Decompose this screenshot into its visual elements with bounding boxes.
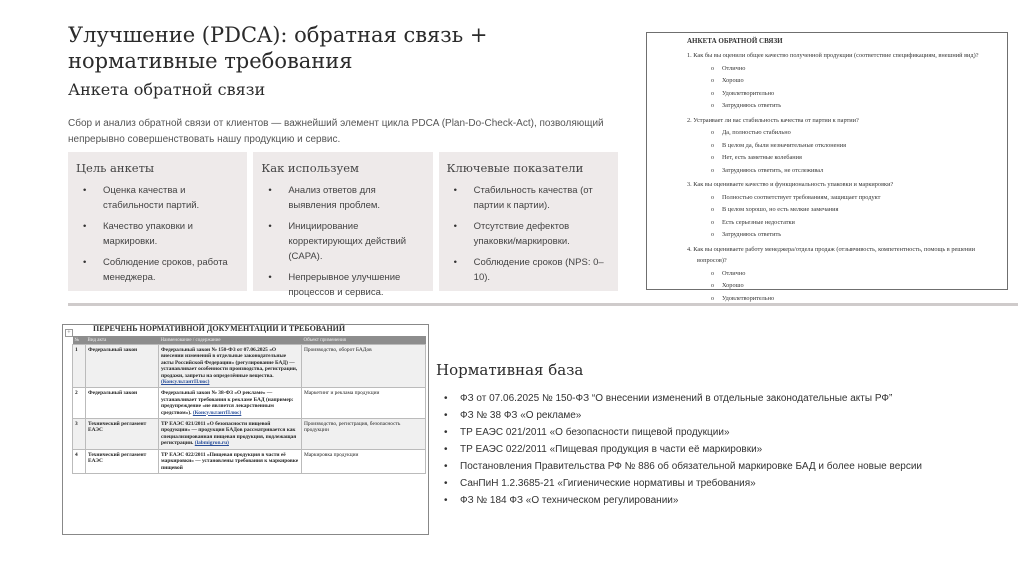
intro-text: Сбор и анализ обратной связи от клиентов — важнейший элемент цикла PDCA (Plan-Do-Check-Act), позволяющий непрерывно совершенствовать нашу продукцию и сервис. [68,118,604,145]
survey-option: o Да, полностью стабильно [722,129,997,138]
survey-option: o Затрудняюсь ответить [722,231,997,240]
card-title: Как используем [261,161,359,175]
survey-option: o Затрудняюсь ответить [722,102,997,111]
regdoc-table [72,336,426,474]
normbase-item: • ТР ЕАЭС 022/2011 «Пищевая продукция в части её маркировки» [436,441,1016,458]
survey-option: o Удовлетворительно [722,90,997,99]
table-cell: Маркировка продукции [302,449,426,473]
table-cell: Производство, регистрация, безопасность продукции [302,419,426,450]
survey-question: 1. Как бы вы оценили общее качество полученной продукции (соответствие спецификациям, внешний вид)? [687,52,979,59]
card-survey-goal [68,152,247,291]
survey-option: o Хорошо [722,282,997,291]
normbase-item: • Постановления Правительства РФ № 886 об обязательной маркировке БАД и более новые версии [436,458,1016,475]
section-divider [68,303,1018,306]
regdoc-title: ПЕРЕЧЕНЬ НОРМАТИВНОЙ ДОКУМЕНТАЦИИ И ТРЕБОВАНИЙ [93,324,346,333]
survey-option: o Отлично [722,270,997,279]
table-header-cell: Вид акта [86,336,159,345]
survey-option: o В целом хорошо, но есть мелкие замечания [722,206,997,215]
card-title: Цель анкеты [76,161,155,175]
survey-option: o Есть серьезные недостатки [722,219,997,228]
act-name: Федеральный закон № 150-ФЗ от 07.06.2025 «О внесении изменений в отдельные законодательные акты Российской Федерации» (регулирование БАД) — устанавливает особенности производства, регистрации, продажи, запреты на определённые вещества. [161,347,298,379]
survey-option: o Хорошо [722,77,997,86]
table-header-cell: № [73,336,86,345]
act-name: ТР ЕАЭС 021/2011 «О безопасности пищевой продукции» — продукция БАДов рассматривается как специализированная пищевая продукция, подлежащая регистрации. [161,421,297,447]
table-row [73,419,426,450]
card-key-indicators [439,152,618,291]
source-link[interactable]: (КонсультантПлюс) [161,379,210,386]
normbase-list [436,390,1016,509]
feedback-cards [68,152,618,298]
table-cell [159,419,302,450]
card-title: Ключевые показатели [446,161,584,175]
survey-question: 4. Как вы оцениваете работу менеджера/отдела продаж (отзывчивость, компетентность, помощь в решении вопросов)? [687,245,976,264]
survey-option: o Удовлетворительно [722,295,997,304]
survey-option: o Нет, есть заметные колебания [722,154,997,163]
card-item: • Стабильность качества (от партии к партии). [460,183,609,213]
survey-question: 2. Устраивает ли вас стабильность качества от партии к партии? [687,116,859,124]
survey-option: o Полностью соответствует требованиям, защищает продукт [722,194,997,203]
table-cell: Технический регламент ЕАЭС [86,419,159,450]
card-item: • Качество упаковки и маркировки. [89,219,238,249]
survey-document-image [646,32,1008,302]
regulatory-document-image [62,324,429,535]
table-row [73,345,426,388]
normbase-item: • ФЗ № 184 ФЗ «О техническом регулировании» [436,492,1016,509]
section-subtitle: Анкета обратной связи [68,80,266,99]
table-row [73,388,426,419]
normbase-item: • ФЗ от 07.06.2025 № 150-ФЗ “О внесении изменений в отдельные законодательные акты РФ” [436,390,1016,407]
normbase-title: Нормативная база [436,361,584,379]
table-cell [159,388,302,419]
card-item: • Анализ ответов для выявления проблем. [274,183,423,213]
table-cell [159,345,302,388]
table-cell: Федеральный закон [86,345,159,388]
table-header-cell: Наименование / содержание [159,336,302,345]
card-list [76,183,238,285]
table-cell: Федеральный закон [86,388,159,419]
card-item: • Соблюдение сроков (NPS: 0–10). [460,255,609,285]
survey-option: o Отлично [722,65,997,74]
survey-question: 3. Как вы оцениваете качество и функциональность упаковки и маркировки? [687,181,894,188]
table-header-cell: Объект применения [302,336,426,345]
table-header-row [73,336,426,345]
table-cell: 2 [73,388,86,419]
table-cell: Маркетинг и реклама продукции [302,388,426,419]
table-cell: Технический регламент ЕАЭС [86,449,159,473]
card-how-we-use [253,152,432,298]
source-link[interactable]: (labmigron.ru) [194,440,229,447]
card-list [447,183,609,285]
card-item: • Соблюдение сроков, работа менеджера. [89,255,238,285]
source-link[interactable]: (КонсультантПлюс) [192,409,242,416]
card-item: • Оценка качества и стабильности партий. [89,183,238,213]
table-cell: 3 [73,419,86,450]
survey-option: o В целом да, были незначительные отклонения [722,142,997,151]
normbase-item: • ФЗ № 38 ФЗ «О рекламе» [436,407,1016,424]
normbase-item: • СанПиН 1.2.3685-21 «Гигиенические нормативы и требования» [436,475,1016,492]
normbase-item: • ТР ЕАЭС 021/2011 «О безопасности пищевой продукции» [436,424,1016,441]
survey-option: o Затрудняюсь ответить, не отслеживал [722,167,997,176]
card-item: • Отсутствие дефектов упаковки/маркировки. [460,219,609,249]
card-item: • Непрерывное улучшение процессов и сервиса. [274,270,423,300]
act-name: Федеральный закон № 38-ФЗ «О рекламе» — устанавливает требования к рекламе БАД (например: предупреждение «не является лекарственным средством»). [161,390,294,416]
survey-heading: АНКЕТА ОБРАТНОЙ СВЯЗИ [687,37,783,45]
table-cell: Производство, оборот БАДов [302,345,426,388]
table-cell: ТР ЕАЭС 022/2011 «Пищевая продукция в части её маркировки» — установлены требования к маркировке пищевой [159,449,302,473]
card-item: • Инициирование корректирующих действий (CAPA). [274,219,423,264]
card-list [261,183,423,300]
table-move-handle-icon: + [65,329,73,337]
table-cell: 1 [73,345,86,388]
table-cell: 4 [73,449,86,473]
page-title: Улучшение (PDCA): обратная связь + нормативные требования [68,23,488,73]
table-row [73,449,426,473]
